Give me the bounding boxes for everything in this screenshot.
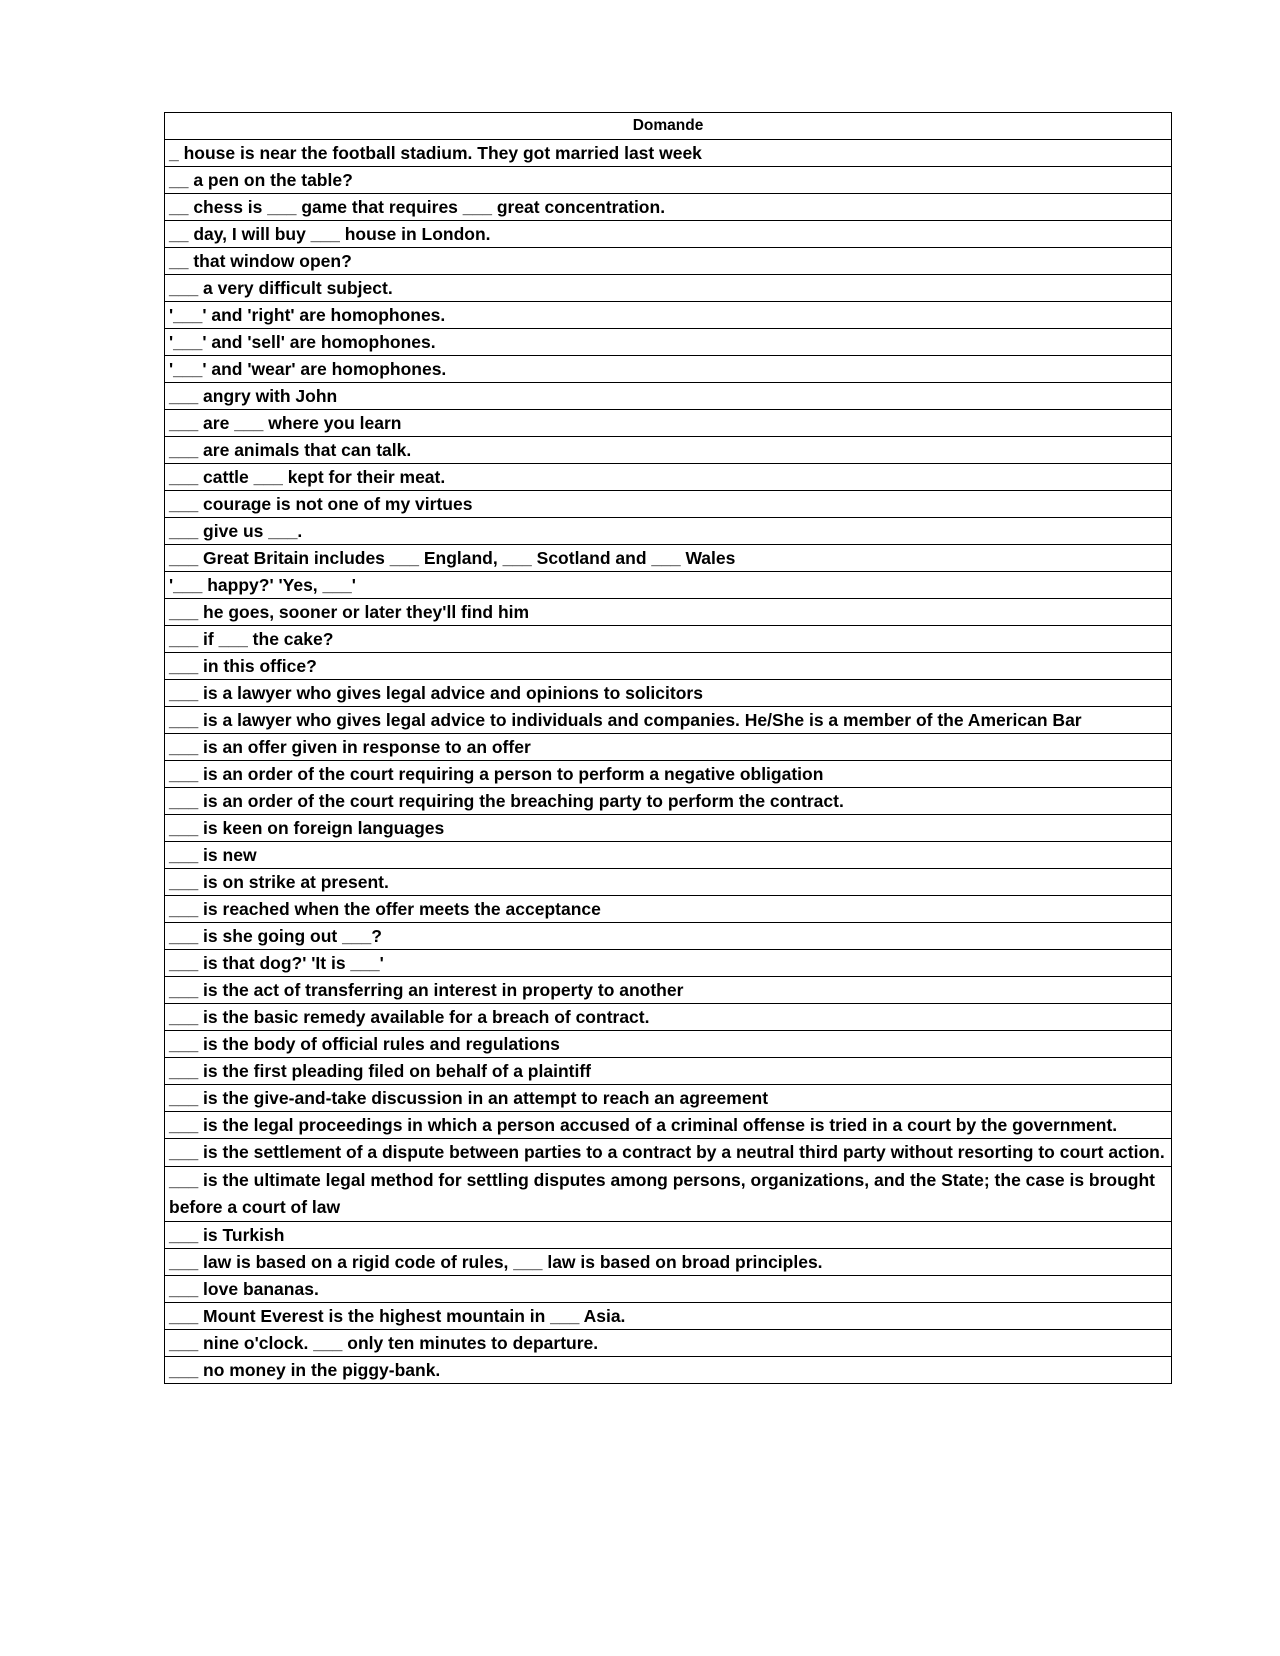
question-cell: ___ is the settlement of a dispute between parties to a contract by a neutral third party without resorting to court action.: [165, 1139, 1172, 1167]
table-row: [165, 464, 1172, 491]
table-row: [165, 1031, 1172, 1058]
question-cell: ___ is the first pleading filed on behalf of a plaintiff: [165, 1058, 1172, 1085]
table-row: [165, 1222, 1172, 1249]
table-row: [165, 383, 1172, 410]
question-cell: ___ is the body of official rules and regulations: [165, 1031, 1172, 1058]
question-cell: ___ is an offer given in response to an offer: [165, 734, 1172, 761]
question-cell: ___ cattle ___ kept for their meat.: [165, 464, 1172, 491]
table-row: [165, 761, 1172, 788]
table-row: [165, 410, 1172, 437]
question-cell: ___ is an order of the court requiring the breaching party to perform the contract.: [165, 788, 1172, 815]
table-row: [165, 437, 1172, 464]
question-cell: ___ love bananas.: [165, 1276, 1172, 1303]
table-row: [165, 167, 1172, 194]
question-cell: ___ is keen on foreign languages: [165, 815, 1172, 842]
table-row: [165, 1112, 1172, 1139]
question-cell: ___ courage is not one of my virtues: [165, 491, 1172, 518]
question-cell: ___ is she going out ___?: [165, 923, 1172, 950]
table-row: [165, 1276, 1172, 1303]
table-row: [165, 896, 1172, 923]
table-row: [165, 977, 1172, 1004]
question-cell: __ a pen on the table?: [165, 167, 1172, 194]
table-row: [165, 707, 1172, 734]
table-row: [165, 1167, 1172, 1222]
table-row: [165, 1058, 1172, 1085]
table-row: [165, 626, 1172, 653]
question-cell: ___ give us ___.: [165, 518, 1172, 545]
table-row: [165, 302, 1172, 329]
table-row: [165, 518, 1172, 545]
question-cell: ___ is that dog?' 'It is ___': [165, 950, 1172, 977]
question-cell: ___ is the act of transferring an interest in property to another: [165, 977, 1172, 1004]
question-cell: '___' and 'sell' are homophones.: [165, 329, 1172, 356]
table-row: [165, 572, 1172, 599]
question-cell: '___' and 'wear' are homophones.: [165, 356, 1172, 383]
table-row: [165, 869, 1172, 896]
table-row: [165, 1330, 1172, 1357]
table-row: [165, 653, 1172, 680]
question-cell: __ day, I will buy ___ house in London.: [165, 221, 1172, 248]
question-cell: ___ is the ultimate legal method for settling disputes among persons, organizations, and the State; the case is brought before a court of law: [165, 1167, 1172, 1222]
question-cell: ___ is the give-and-take discussion in an attempt to reach an agreement: [165, 1085, 1172, 1112]
question-cell: '___' and 'right' are homophones.: [165, 302, 1172, 329]
question-cell: ___ is new: [165, 842, 1172, 869]
question-cell: ___ is Turkish: [165, 1222, 1172, 1249]
questions-body: [165, 140, 1172, 1384]
table-row: [165, 1085, 1172, 1112]
table-row: [165, 545, 1172, 572]
question-cell: ___ angry with John: [165, 383, 1172, 410]
question-cell: ___ is the legal proceedings in which a person accused of a criminal offense is tried in a court by the government.: [165, 1112, 1172, 1139]
table-row: [165, 1004, 1172, 1031]
table-row: [165, 815, 1172, 842]
question-cell: ___ is the basic remedy available for a breach of contract.: [165, 1004, 1172, 1031]
table-row: [165, 599, 1172, 626]
question-cell: ___ are ___ where you learn: [165, 410, 1172, 437]
table-row: [165, 680, 1172, 707]
table-row: [165, 923, 1172, 950]
table-row: [165, 329, 1172, 356]
question-cell: ___ is a lawyer who gives legal advice to individuals and companies. He/She is a member of the American Bar: [165, 707, 1172, 734]
table-row: [165, 734, 1172, 761]
table-row: [165, 950, 1172, 977]
question-cell: ___ is reached when the offer meets the acceptance: [165, 896, 1172, 923]
question-cell: _ house is near the football stadium. They got married last week: [165, 140, 1172, 167]
question-cell: __ chess is ___ game that requires ___ great concentration.: [165, 194, 1172, 221]
question-cell: ___ is an order of the court requiring a person to perform a negative obligation: [165, 761, 1172, 788]
table-row: [165, 1357, 1172, 1384]
question-cell: ___ Great Britain includes ___ England, ___ Scotland and ___ Wales: [165, 545, 1172, 572]
table-row: [165, 194, 1172, 221]
column-header: Domande: [165, 113, 1172, 140]
table-row: [165, 356, 1172, 383]
table-row: [165, 1249, 1172, 1276]
question-cell: '___ happy?' 'Yes, ___': [165, 572, 1172, 599]
table-row: [165, 491, 1172, 518]
question-cell: ___ law is based on a rigid code of rules, ___ law is based on broad principles.: [165, 1249, 1172, 1276]
question-cell: ___ are animals that can talk.: [165, 437, 1172, 464]
question-cell: ___ in this office?: [165, 653, 1172, 680]
table-row: [165, 788, 1172, 815]
header-row: [165, 113, 1172, 140]
table-row: [165, 842, 1172, 869]
table-row: [165, 1139, 1172, 1167]
question-cell: ___ he goes, sooner or later they'll find him: [165, 599, 1172, 626]
question-cell: __ that window open?: [165, 248, 1172, 275]
question-cell: ___ no money in the piggy-bank.: [165, 1357, 1172, 1384]
table-row: [165, 275, 1172, 302]
table-row: [165, 248, 1172, 275]
table-row: [165, 221, 1172, 248]
question-cell: ___ Mount Everest is the highest mountain in ___ Asia.: [165, 1303, 1172, 1330]
question-cell: ___ if ___ the cake?: [165, 626, 1172, 653]
question-cell: ___ is on strike at present.: [165, 869, 1172, 896]
questions-table: [164, 112, 1172, 1384]
question-cell: ___ a very difficult subject.: [165, 275, 1172, 302]
question-cell: ___ is a lawyer who gives legal advice and opinions to solicitors: [165, 680, 1172, 707]
question-cell: ___ nine o'clock. ___ only ten minutes to departure.: [165, 1330, 1172, 1357]
table-row: [165, 140, 1172, 167]
table-row: [165, 1303, 1172, 1330]
